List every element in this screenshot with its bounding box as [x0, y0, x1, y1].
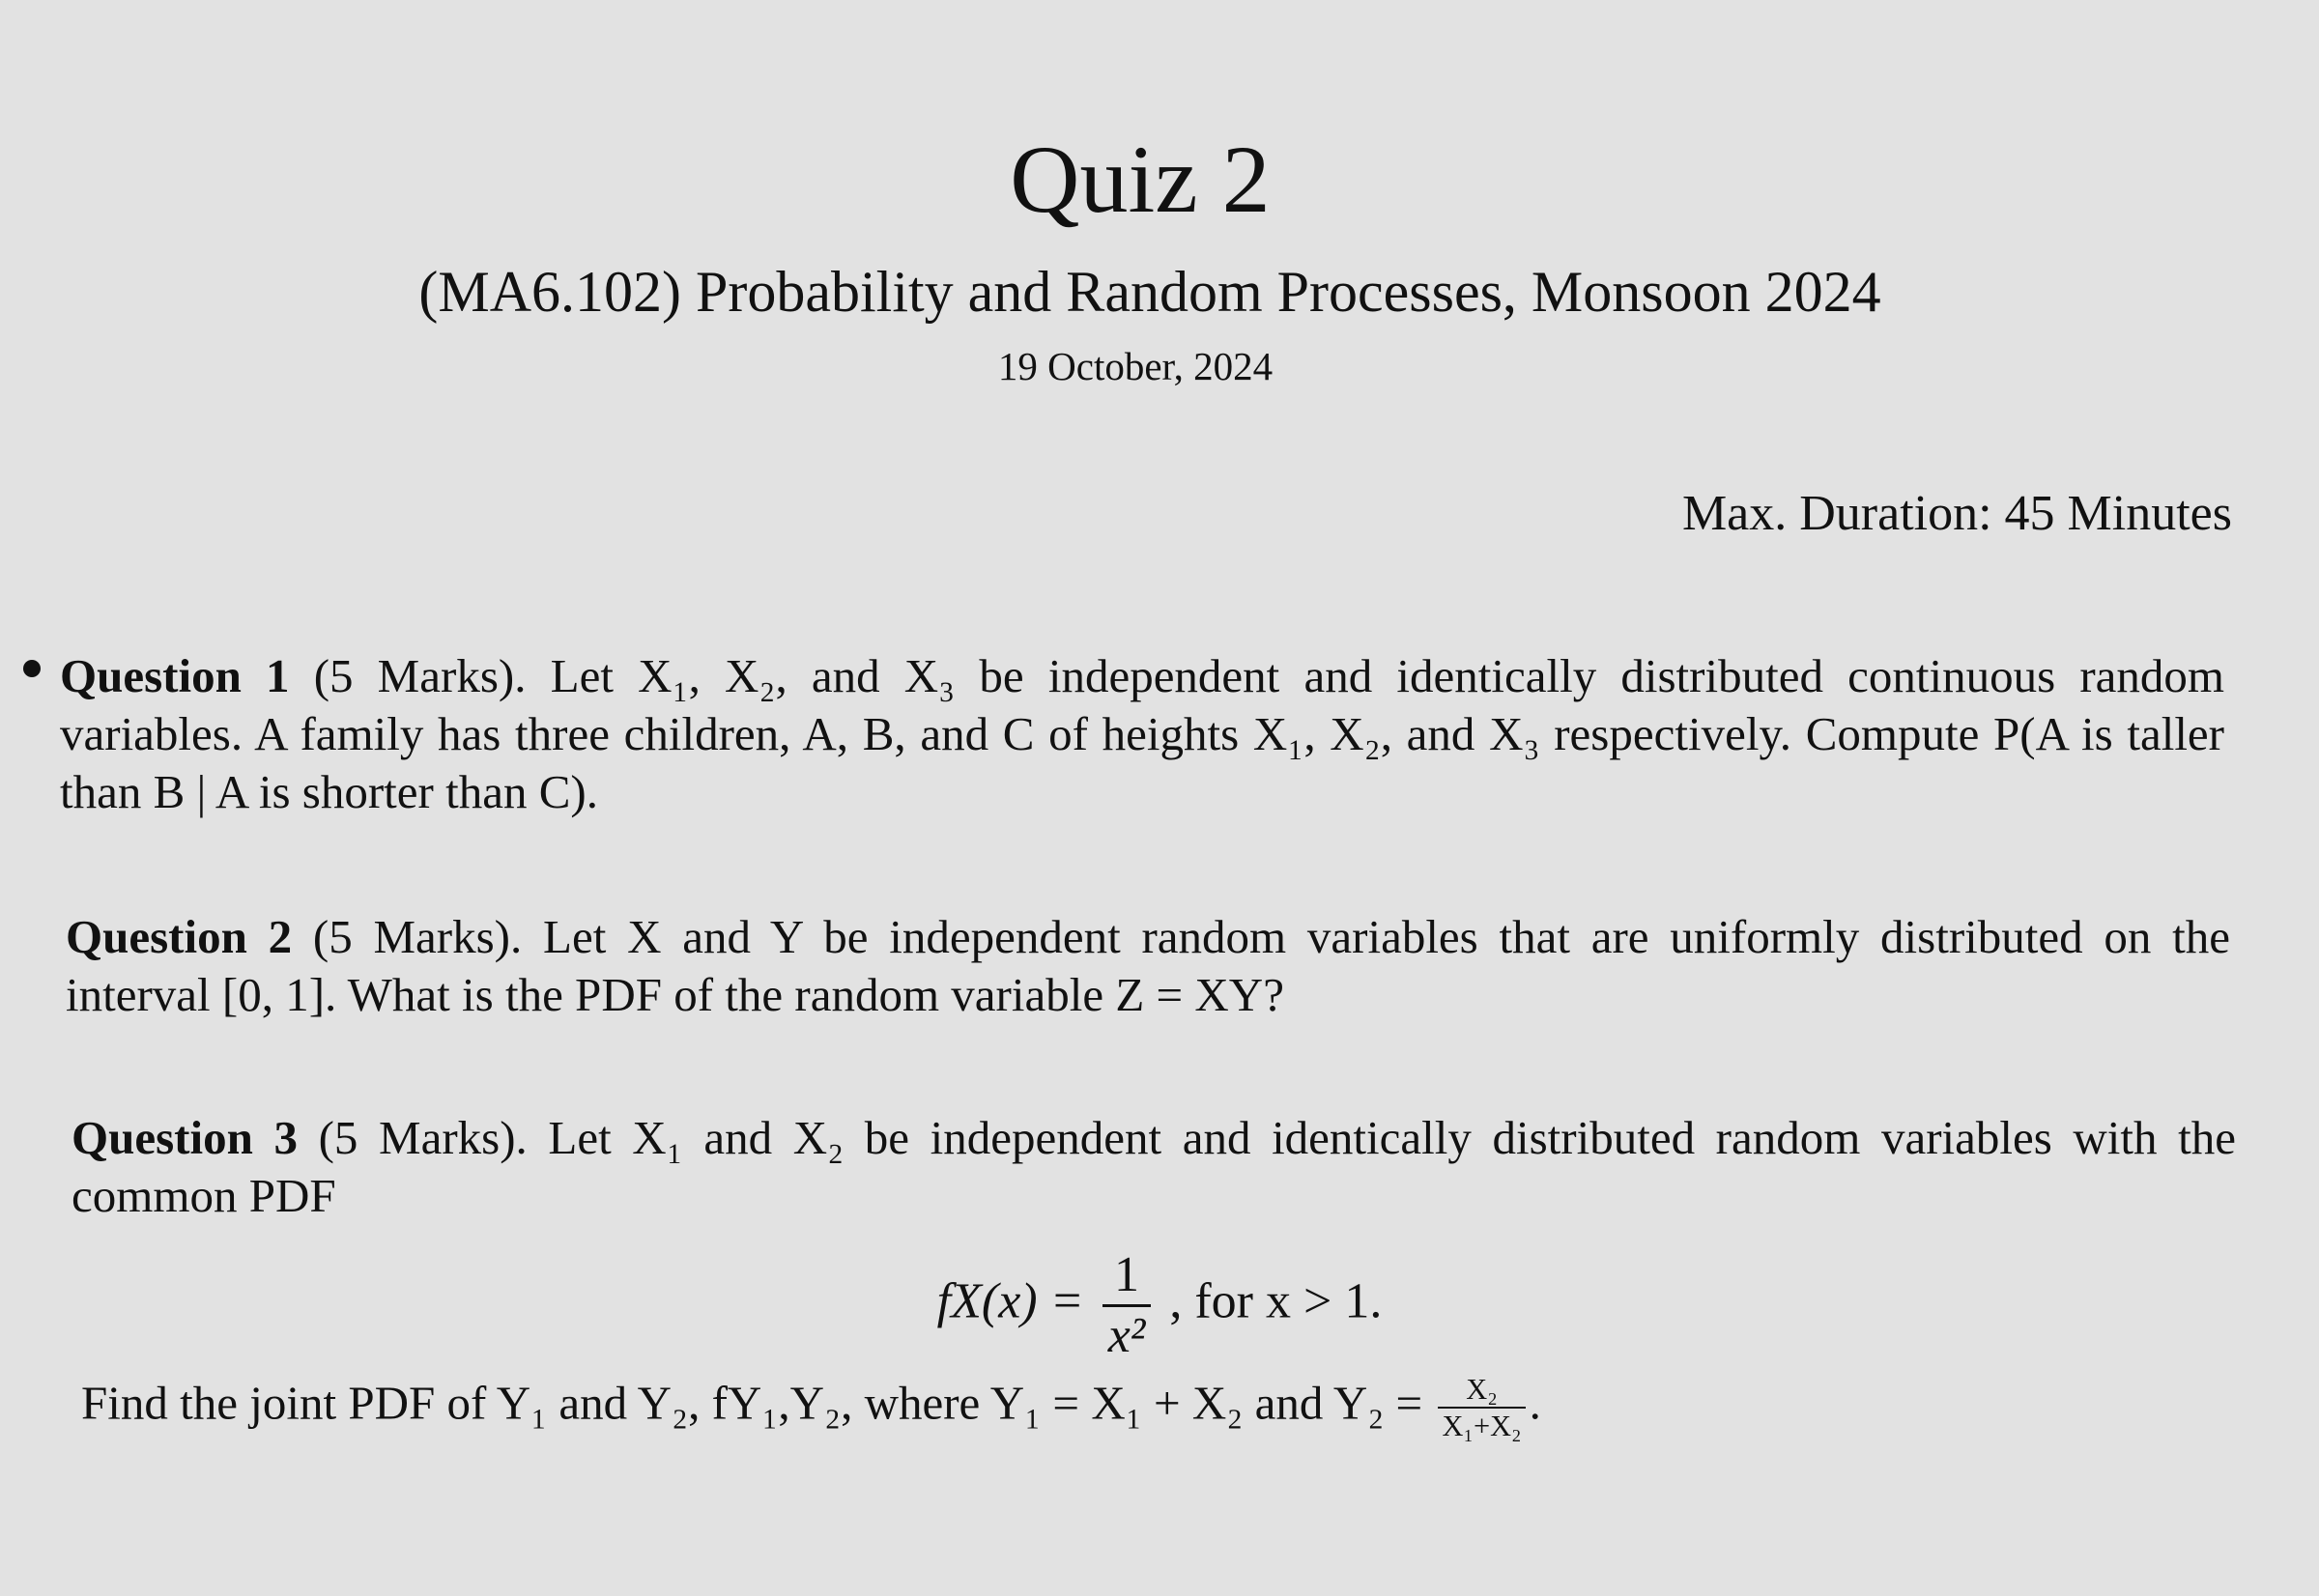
question-3-text: Let X₁ and X₂ be independent and identically distributed random variables with the common PDF [72, 1111, 2237, 1222]
question-1 [60, 647, 2224, 821]
question-2-marks: (5 Marks). [312, 910, 523, 963]
followup-text: Find the joint PDF of Y₁ and Y₂, fY₁,Y₂, where Y₁ = X₁ + X₂ and Y₂ = [81, 1376, 1423, 1430]
exam-date: 19 October, 2024 [997, 344, 1274, 388]
question-3 [72, 1109, 2236, 1225]
equation-rhs: , for x > 1. [1169, 1273, 1383, 1329]
question-2-text: Let X and Y be independent random variables that are uniformly distributed on the interval [0, 1]. What is the PDF of the random variable Z = XY? [66, 910, 2231, 1021]
equation-lhs: fX(x) = [936, 1273, 1084, 1329]
equation-numerator: 1 [1102, 1246, 1152, 1307]
followup-fraction [1438, 1372, 1525, 1443]
question-1-label: Question 1 [60, 649, 290, 702]
max-duration: Max. Duration: 45 Minutes [1681, 486, 2232, 541]
question-3-marks: (5 Marks). [318, 1111, 528, 1164]
question-2-label: Question 2 [66, 910, 293, 963]
question-3-followup [81, 1372, 2207, 1443]
question-3-label: Question 3 [72, 1111, 298, 1164]
followup-end: . [1529, 1376, 1541, 1430]
page-title: Quiz 2 [1010, 126, 1271, 233]
question-2 [66, 908, 2230, 1024]
pdf-equation [0, 1246, 2319, 1365]
equation-denominator: x² [1107, 1308, 1146, 1363]
question-1-marks: (5 Marks). [313, 649, 527, 702]
followup-denominator: X₁+X₂ [1442, 1410, 1522, 1442]
followup-numerator: X₂ [1438, 1372, 1525, 1409]
course-title: (MA6.102) Probability and Random Processes, Monsoon 2024 [418, 260, 1881, 324]
bullet-icon [23, 660, 41, 677]
question-1-text: Let X₁, X₂, and X₃ be independent and identically distributed continuous random variables. A family has three children, A, B, and C of heights X₁, X₂, and X₃ respectively. Compute P(A is taller than B | A is shorter than C). [60, 649, 2224, 818]
equation-fraction [1102, 1246, 1152, 1365]
